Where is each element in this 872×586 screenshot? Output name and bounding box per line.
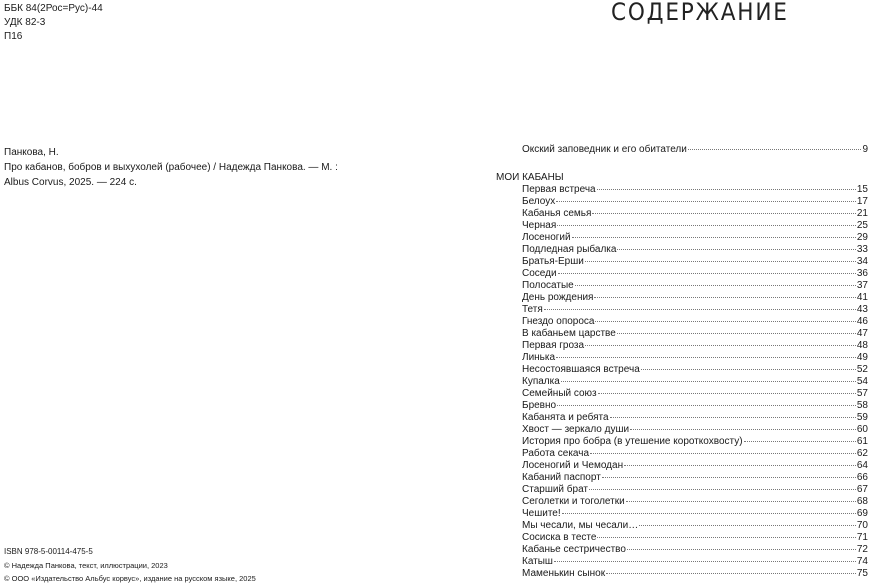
dot-leader	[590, 453, 856, 454]
toc-entry-page: 15	[856, 184, 868, 195]
toc-entry[interactable]	[522, 316, 868, 328]
classification-codes	[4, 2, 103, 44]
toc-entry-title: Хвост — зеркало души	[522, 424, 630, 435]
toc-entry-title: Первая встреча	[522, 184, 596, 195]
toc-entry[interactable]	[522, 220, 868, 232]
toc-entry[interactable]	[522, 352, 868, 364]
toc-entry[interactable]	[522, 556, 868, 568]
table-of-contents	[436, 144, 872, 580]
dot-leader	[598, 393, 856, 394]
toc-entry[interactable]	[522, 268, 868, 280]
dot-leader	[585, 345, 856, 346]
toc-entry-page: 21	[856, 208, 868, 219]
toc-entry[interactable]	[522, 568, 868, 580]
dot-leader	[597, 537, 855, 538]
toc-entry-title: Тетя	[522, 304, 543, 315]
toc-entry[interactable]	[522, 376, 868, 388]
toc-entry-title: Кабанята и ребята	[522, 412, 609, 423]
dot-leader	[585, 261, 856, 262]
author-mark: П16	[4, 31, 23, 42]
toc-entry-page: 34	[856, 256, 868, 267]
toc-entry-title: Купалка	[522, 376, 560, 387]
toc-entry-title: Кабаний паспорт	[522, 472, 601, 483]
toc-entry[interactable]	[522, 256, 868, 268]
dot-leader	[617, 333, 856, 334]
toc-entry-page: 64	[856, 460, 868, 471]
biblio-publisher-line: Albus Corvus, 2025. — 224 с.	[4, 177, 137, 188]
toc-entry-page: 46	[856, 316, 868, 327]
toc-entry-page: 29	[856, 232, 868, 243]
toc-entry[interactable]	[522, 364, 868, 376]
toc-entry-title: Братья-Ерши	[522, 256, 584, 267]
toc-entry[interactable]	[522, 460, 868, 472]
dot-leader	[589, 489, 856, 490]
toc-entry[interactable]	[522, 196, 868, 208]
dot-leader	[627, 549, 856, 550]
toc-entry-page: 33	[856, 244, 868, 255]
dot-leader	[594, 297, 855, 298]
toc-entry-title: Сеголетки и тоголетки	[522, 496, 625, 507]
toc-entry[interactable]	[522, 472, 868, 484]
dot-leader	[641, 369, 856, 370]
toc-entry-page: 70	[856, 520, 868, 531]
dot-leader	[561, 381, 856, 382]
toc-entry[interactable]	[522, 292, 868, 304]
dot-leader	[557, 225, 856, 226]
toc-entry-page: 58	[856, 400, 868, 411]
toc-entry-title: В кабаньем царстве	[522, 328, 616, 339]
toc-entry-page: 25	[856, 220, 868, 231]
toc-entry[interactable]	[522, 304, 868, 316]
dot-leader	[558, 273, 856, 274]
toc-entry[interactable]	[522, 532, 868, 544]
dot-leader	[544, 309, 856, 310]
toc-entry-page: 71	[856, 532, 868, 543]
toc-entry-page: 62	[856, 448, 868, 459]
dot-leader	[610, 417, 856, 418]
toc-entry-title: День рождения	[522, 292, 594, 303]
toc-entry[interactable]	[522, 484, 868, 496]
right-page	[436, 0, 872, 586]
toc-entry-title: Гнездо опороса	[522, 316, 595, 327]
dot-leader	[744, 441, 856, 442]
dot-leader	[617, 249, 855, 250]
dot-leader	[602, 477, 856, 478]
toc-entry[interactable]	[522, 520, 868, 532]
toc-entry[interactable]	[522, 144, 868, 158]
toc-entry[interactable]	[522, 184, 868, 196]
toc-entry-page: 67	[856, 484, 868, 495]
toc-entry-page: 57	[856, 388, 868, 399]
toc-entry-title: Лосеногий и Чемодан	[522, 460, 624, 471]
bbk-code: ББК 84(2Рос=Рус)-44	[4, 3, 103, 14]
toc-entry-title: Черная	[522, 220, 557, 231]
toc-entry-page: 68	[856, 496, 868, 507]
toc-entry-title: Маменькин сынок	[522, 568, 606, 579]
toc-entry-title: Окский заповедник и его обитатели	[522, 144, 687, 155]
toc-entry[interactable]	[522, 544, 868, 556]
toc-entries	[436, 184, 872, 580]
dot-leader	[575, 285, 856, 286]
copyright-author: © Надежда Панкова, текст, иллюстрации, 2023	[4, 560, 168, 570]
toc-entry-page: 75	[856, 568, 868, 579]
dot-leader	[624, 465, 856, 466]
toc-entry-title: Белоух	[522, 196, 556, 207]
toc-entry-title: Линька	[522, 352, 556, 363]
toc-section-heading: МОИ КАБАНЫ	[496, 172, 564, 183]
dot-leader	[630, 429, 856, 430]
dot-leader	[554, 561, 856, 562]
toc-entry[interactable]	[522, 436, 868, 448]
bibliographic-record	[4, 145, 424, 190]
dot-leader	[562, 513, 856, 514]
toc-entry-title: Катыш	[522, 556, 553, 567]
toc-entry-title: Сосиска в тесте	[522, 532, 597, 543]
toc-entry-page: 37	[856, 280, 868, 291]
toc-entry-title: История про бобра (в утешение короткохвосту)	[522, 436, 743, 447]
toc-entry-title: Работа секача	[522, 448, 590, 459]
toc-entry[interactable]	[522, 448, 868, 460]
toc-entry-page: 48	[856, 340, 868, 351]
toc-entry-page: 59	[856, 412, 868, 423]
toc-entry-title: Старший брат	[522, 484, 588, 495]
toc-entry-page: 17	[856, 196, 868, 207]
toc-entry-title: Соседи	[522, 268, 557, 279]
dot-leader	[639, 525, 856, 526]
biblio-author: Панкова, Н.	[4, 147, 59, 158]
dot-leader	[556, 357, 856, 358]
toc-entry-title: Чешите!	[522, 508, 561, 519]
toc-entry[interactable]	[522, 400, 868, 412]
biblio-title-line: Про кабанов, бобров и выхухолей (рабочее) / Надежда Панкова. — М. :	[4, 162, 338, 173]
toc-entry-page: 9	[862, 144, 868, 155]
dot-leader	[688, 149, 862, 150]
toc-entry-title: Первая гроза	[522, 340, 585, 351]
toc-title: СОДЕРЖАНИЕ	[611, 0, 789, 26]
toc-entry[interactable]	[522, 328, 868, 340]
toc-entry-title: Кабанья семья	[522, 208, 592, 219]
dot-leader	[597, 189, 856, 190]
dot-leader	[572, 237, 856, 238]
toc-entry-page: 60	[856, 424, 868, 435]
toc-entry-page: 49	[856, 352, 868, 363]
dot-leader	[556, 201, 856, 202]
toc-entry[interactable]	[522, 412, 868, 424]
toc-entry-page: 66	[856, 472, 868, 483]
toc-entry-title: Мы чесали, мы чесали…	[522, 520, 639, 531]
toc-entry-title: Несостоявшаяся встреча	[522, 364, 640, 375]
toc-entry[interactable]	[522, 244, 868, 256]
toc-entry-title: Семейный союз	[522, 388, 597, 399]
toc-entry-page: 61	[856, 436, 868, 447]
udk-code: УДК 82-3	[4, 17, 46, 28]
dot-leader	[626, 501, 856, 502]
toc-entry-page: 36	[856, 268, 868, 279]
toc-entry[interactable]	[522, 496, 868, 508]
toc-entry[interactable]	[522, 424, 868, 436]
toc-entry-page: 47	[856, 328, 868, 339]
toc-entry-title: Кабанье сестричество	[522, 544, 626, 555]
toc-entry-title: Полосатые	[522, 280, 574, 291]
toc-entry-page: 41	[856, 292, 868, 303]
toc-entry-page: 54	[856, 376, 868, 387]
toc-entry-title: Бревно	[522, 400, 557, 411]
toc-entry[interactable]	[522, 280, 868, 292]
toc-entry-page: 52	[856, 364, 868, 375]
dot-leader	[557, 405, 856, 406]
toc-entry[interactable]	[522, 232, 868, 244]
toc-entry-page: 69	[856, 508, 868, 519]
copyright-publisher: © ООО «Издательство Альбус корвус», издание на русском языке, 2025	[4, 574, 256, 583]
toc-entry-title: Подледная рыбалка	[522, 244, 617, 255]
copyright-block	[4, 545, 256, 586]
toc-entry[interactable]	[522, 340, 868, 352]
toc-entry-page: 43	[856, 304, 868, 315]
toc-entry-title: Лосеногий	[522, 232, 571, 243]
dot-leader	[606, 573, 856, 574]
dot-leader	[592, 213, 855, 214]
isbn: ISBN 978-5-00114-475-5	[4, 547, 93, 556]
toc-entry[interactable]	[522, 208, 868, 220]
toc-entry-page: 72	[856, 544, 868, 555]
toc-entry[interactable]	[522, 388, 868, 400]
dot-leader	[595, 321, 855, 322]
toc-entry-page: 74	[856, 556, 868, 567]
toc-entry[interactable]	[522, 508, 868, 520]
